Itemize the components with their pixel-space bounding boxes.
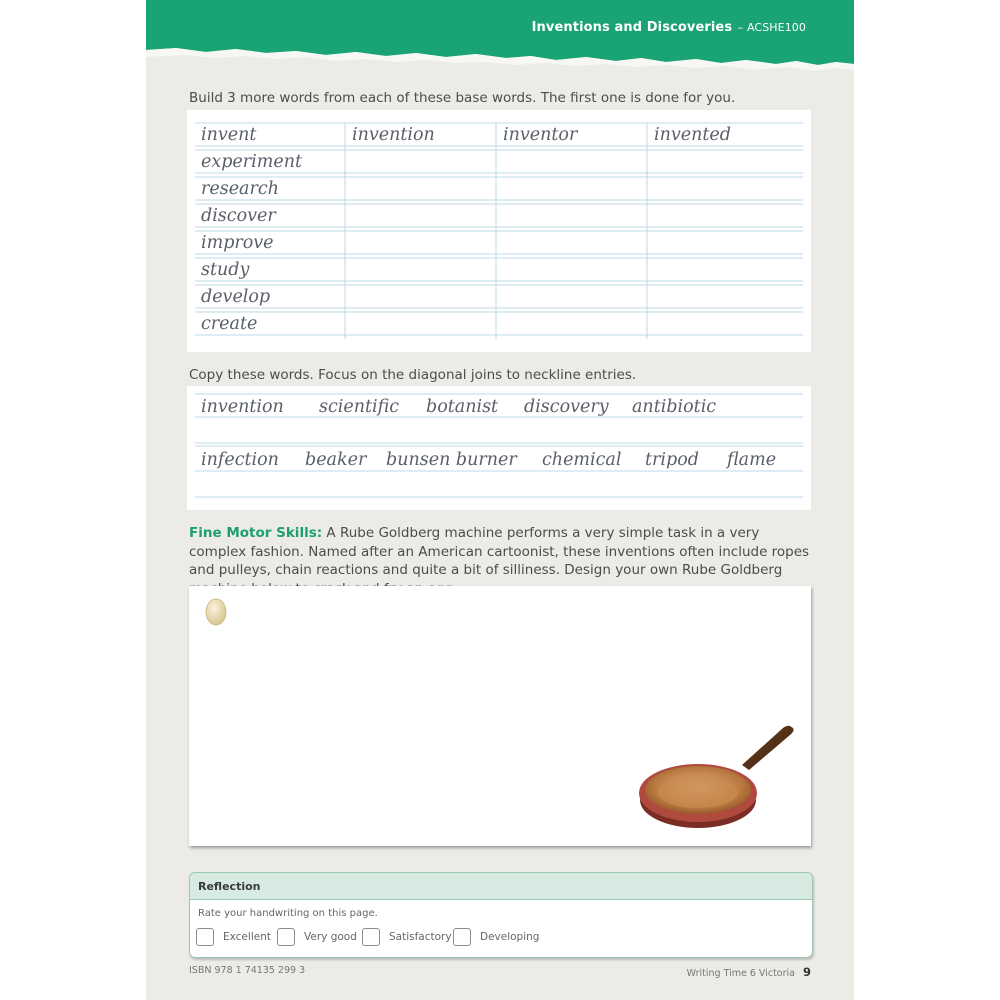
checkbox[interactable] [453, 928, 471, 946]
fine-motor-label: Fine Motor Skills: [189, 525, 323, 541]
checkbox[interactable] [277, 928, 295, 946]
section2-instruction: Copy these words. Focus on the diagonal joins to neckline entries. [189, 367, 637, 383]
base-word: create [201, 314, 258, 334]
base-word: research [201, 179, 279, 199]
word-building-table [187, 110, 811, 352]
derived-word: invention [352, 125, 435, 145]
copy-words-panel [187, 386, 811, 510]
rating-option-very-good[interactable]: Very good [277, 928, 357, 946]
model-word: bunsen burner [386, 450, 517, 470]
rating-option-excellent[interactable]: Excellent [196, 928, 271, 946]
section1-instruction: Build 3 more words from each of these base words. The first one is done for you. [189, 90, 736, 106]
egg-icon [206, 599, 226, 625]
frying-pan-icon [639, 726, 794, 828]
fine-motor-text: A Rube Goldberg machine performs a very simple task in a very complex fashion. Named after an American cartoonist, these inventions often include ropes and pulleys, chain reactions and quite a bit of silliness. Design your own Rube Goldberg [189, 525, 810, 578]
model-word: discovery [524, 397, 609, 417]
base-word: improve [201, 233, 274, 253]
model-word: flame [727, 450, 777, 470]
design-drawing-area[interactable] [189, 586, 811, 846]
model-word: tripod [645, 450, 699, 470]
model-word: invention [201, 397, 284, 417]
model-word: scientific [319, 397, 400, 417]
table-ruling [187, 110, 811, 352]
checkbox[interactable] [362, 928, 380, 946]
rating-option-developing[interactable]: Developing [453, 928, 539, 946]
page-number: 9 [802, 965, 811, 979]
derived-word: inventor [503, 125, 578, 145]
model-word: infection [201, 450, 279, 470]
rating-option-satisfactory[interactable]: Satisfactory [362, 928, 452, 946]
header-band [146, 0, 854, 78]
base-word: invent [201, 125, 257, 145]
reflection-title: Reflection [190, 873, 812, 900]
base-word: develop [201, 287, 271, 307]
model-word: beaker [305, 450, 367, 470]
workbook-page [146, 0, 854, 1000]
model-word: botanist [426, 397, 499, 417]
reflection-box [189, 872, 813, 958]
footer-isbn: ISBN 978 1 74135 299 3 [189, 965, 306, 976]
torn-paper-banner [146, 0, 854, 78]
base-word: experiment [201, 152, 303, 172]
design-illustrations [189, 586, 811, 846]
model-word: antibiotic [632, 397, 717, 417]
model-word: chemical [542, 450, 622, 470]
checkbox[interactable] [196, 928, 214, 946]
footer-book: Writing Time 6 Victoria 9 [686, 965, 811, 979]
base-word: discover [201, 206, 276, 226]
page-title: Inventions and Discoveries – ACSHE100 [531, 20, 806, 35]
derived-word: invented [654, 125, 731, 145]
base-word: study [201, 260, 250, 280]
reflection-prompt: Rate your handwriting on this page. [198, 908, 378, 919]
